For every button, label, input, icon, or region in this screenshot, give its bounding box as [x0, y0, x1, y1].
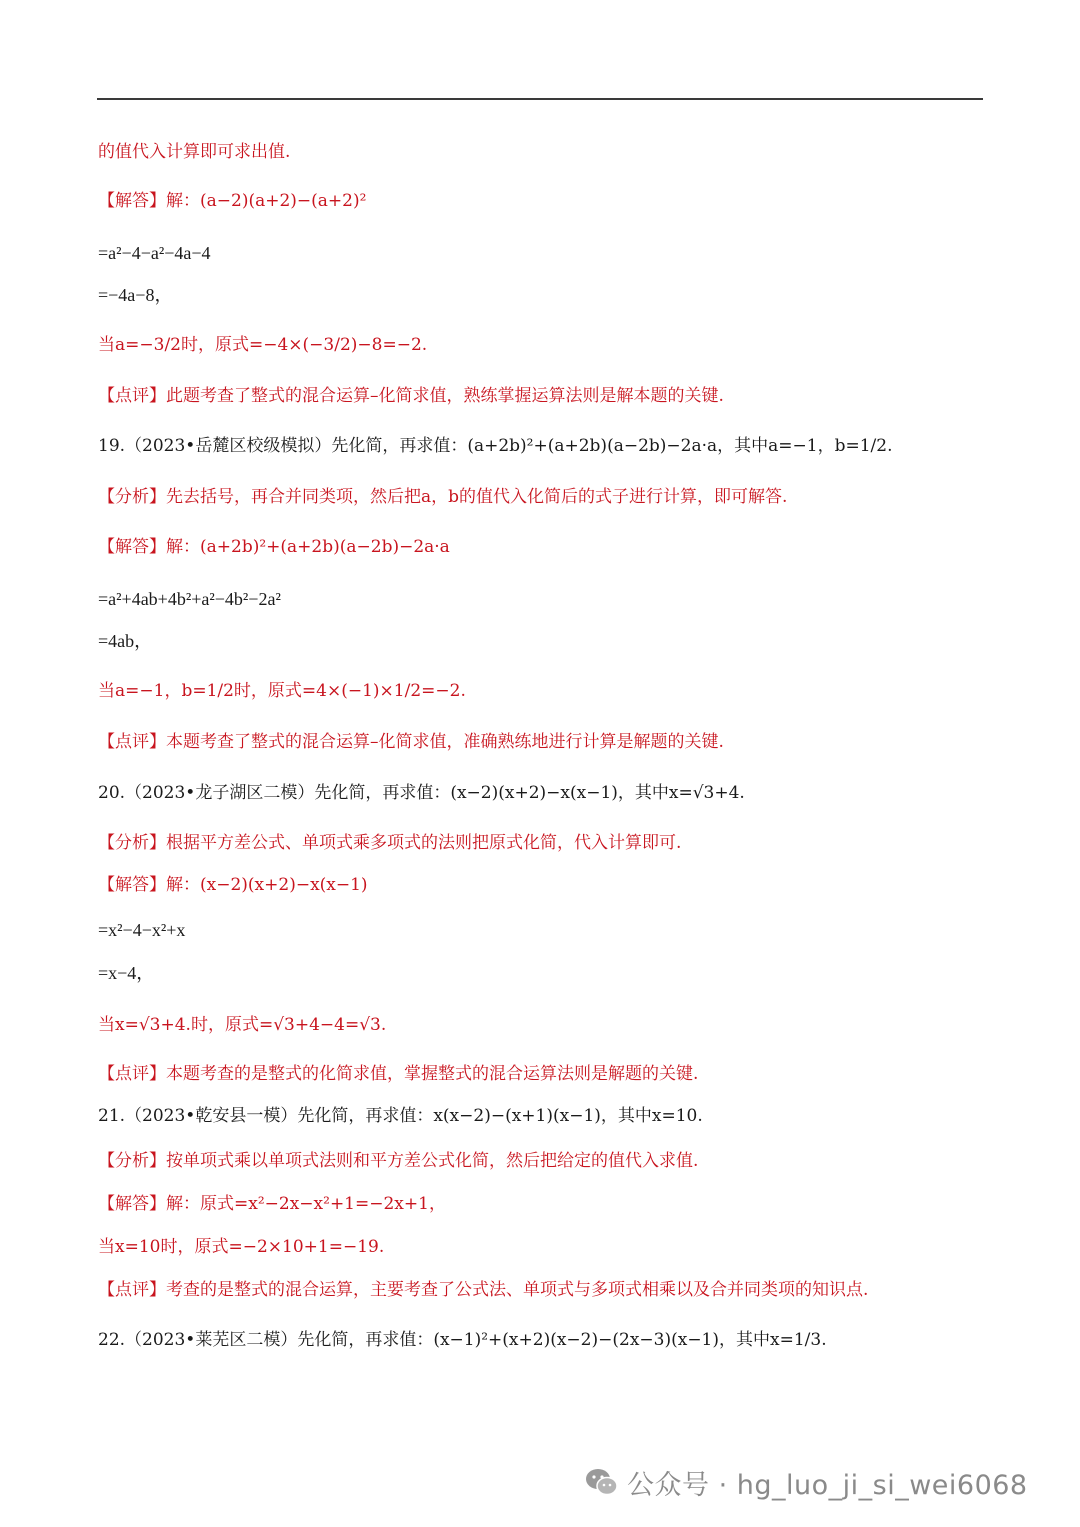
text-line: 当a=−1，b=1/2时，原式=4×(−1)×1/2=−2.	[98, 681, 466, 701]
problem-statement: 20.（2023•龙子湖区二模）先化简，再求值：(x−2)(x+2)−x(x−1)，其中x=√3+4.	[98, 783, 745, 803]
problem-statement: 22.（2023•莱芜区二模）先化简，再求值：(x−1)²+(x+2)(x−2)−(2x−3)(x−1)，其中x=1/3.	[98, 1330, 827, 1350]
text-line: 【分析】根据平方差公式、单项式乘多项式的法则把原式化简，代入计算即可.	[98, 833, 682, 853]
text-line: 【分析】先去括号，再合并同类项，然后把a，b的值代入化简后的式子进行计算，即可解答.	[98, 487, 788, 507]
text-line: 当a=−3/2时，原式=−4×(−3/2)−8=−2.	[98, 335, 428, 355]
watermark	[585, 1462, 1028, 1502]
text-line: =x²−4−x²+x	[98, 920, 186, 940]
text-line: =−4a−8，	[98, 285, 173, 305]
text-line: 【点评】本题考查了整式的混合运算–化简求值，准确熟练地进行计算是解题的关键.	[98, 732, 724, 752]
text-line: =x−4，	[98, 963, 155, 983]
wechat-icon	[585, 1467, 619, 1497]
text-line: 当x=√3+4.时，原式=√3+4−4=√3.	[98, 1015, 387, 1035]
text-line: 【分析】按单项式乘以单项式法则和平方差公式化简，然后把给定的值代入求值.	[98, 1151, 699, 1171]
text-line: 的值代入计算即可求出值.	[98, 142, 291, 162]
text-line: 【点评】考查的是整式的混合运算，主要考查了公式法、单项式与多项式相乘以及合并同类项的知识点.	[98, 1280, 869, 1300]
text-line: 【解答】解：原式=x²−2x−x²+1=−2x+1，	[98, 1194, 446, 1214]
text-line: 【解答】解：(x−2)(x+2)−x(x−1)	[98, 875, 368, 895]
text-line: =a²−4−a²−4a−4	[98, 243, 211, 263]
text-line: 【解答】解：(a−2)(a+2)−(a+2)²	[98, 191, 367, 211]
text-line: 【解答】解：(a+2b)²+(a+2b)(a−2b)−2a·a	[98, 537, 450, 557]
watermark-text: 公众号 · hg_luo_ji_si_wei6068	[627, 1469, 1028, 1501]
text-line: =a²+4ab+4b²+a²−4b²−2a²	[98, 589, 281, 609]
problem-statement: 21.（2023•乾安县一模）先化简，再求值：x(x−2)−(x+1)(x−1)，其中x=10.	[98, 1106, 703, 1126]
text-line: 当x=10时，原式=−2×10+1=−19.	[98, 1237, 385, 1257]
text-line: =4ab，	[98, 631, 153, 651]
text-line: 【点评】本题考查的是整式的化简求值，掌握整式的混合运算法则是解题的关键.	[98, 1064, 699, 1084]
header-rule	[97, 98, 983, 100]
problem-statement: 19.（2023•岳麓区校级模拟）先化简，再求值：(a+2b)²+(a+2b)(a−2b)−2a·a，其中a=−1，b=1/2.	[98, 436, 893, 456]
text-line: 【点评】此题考查了整式的混合运算–化简求值，熟练掌握运算法则是解本题的关键.	[98, 386, 724, 406]
